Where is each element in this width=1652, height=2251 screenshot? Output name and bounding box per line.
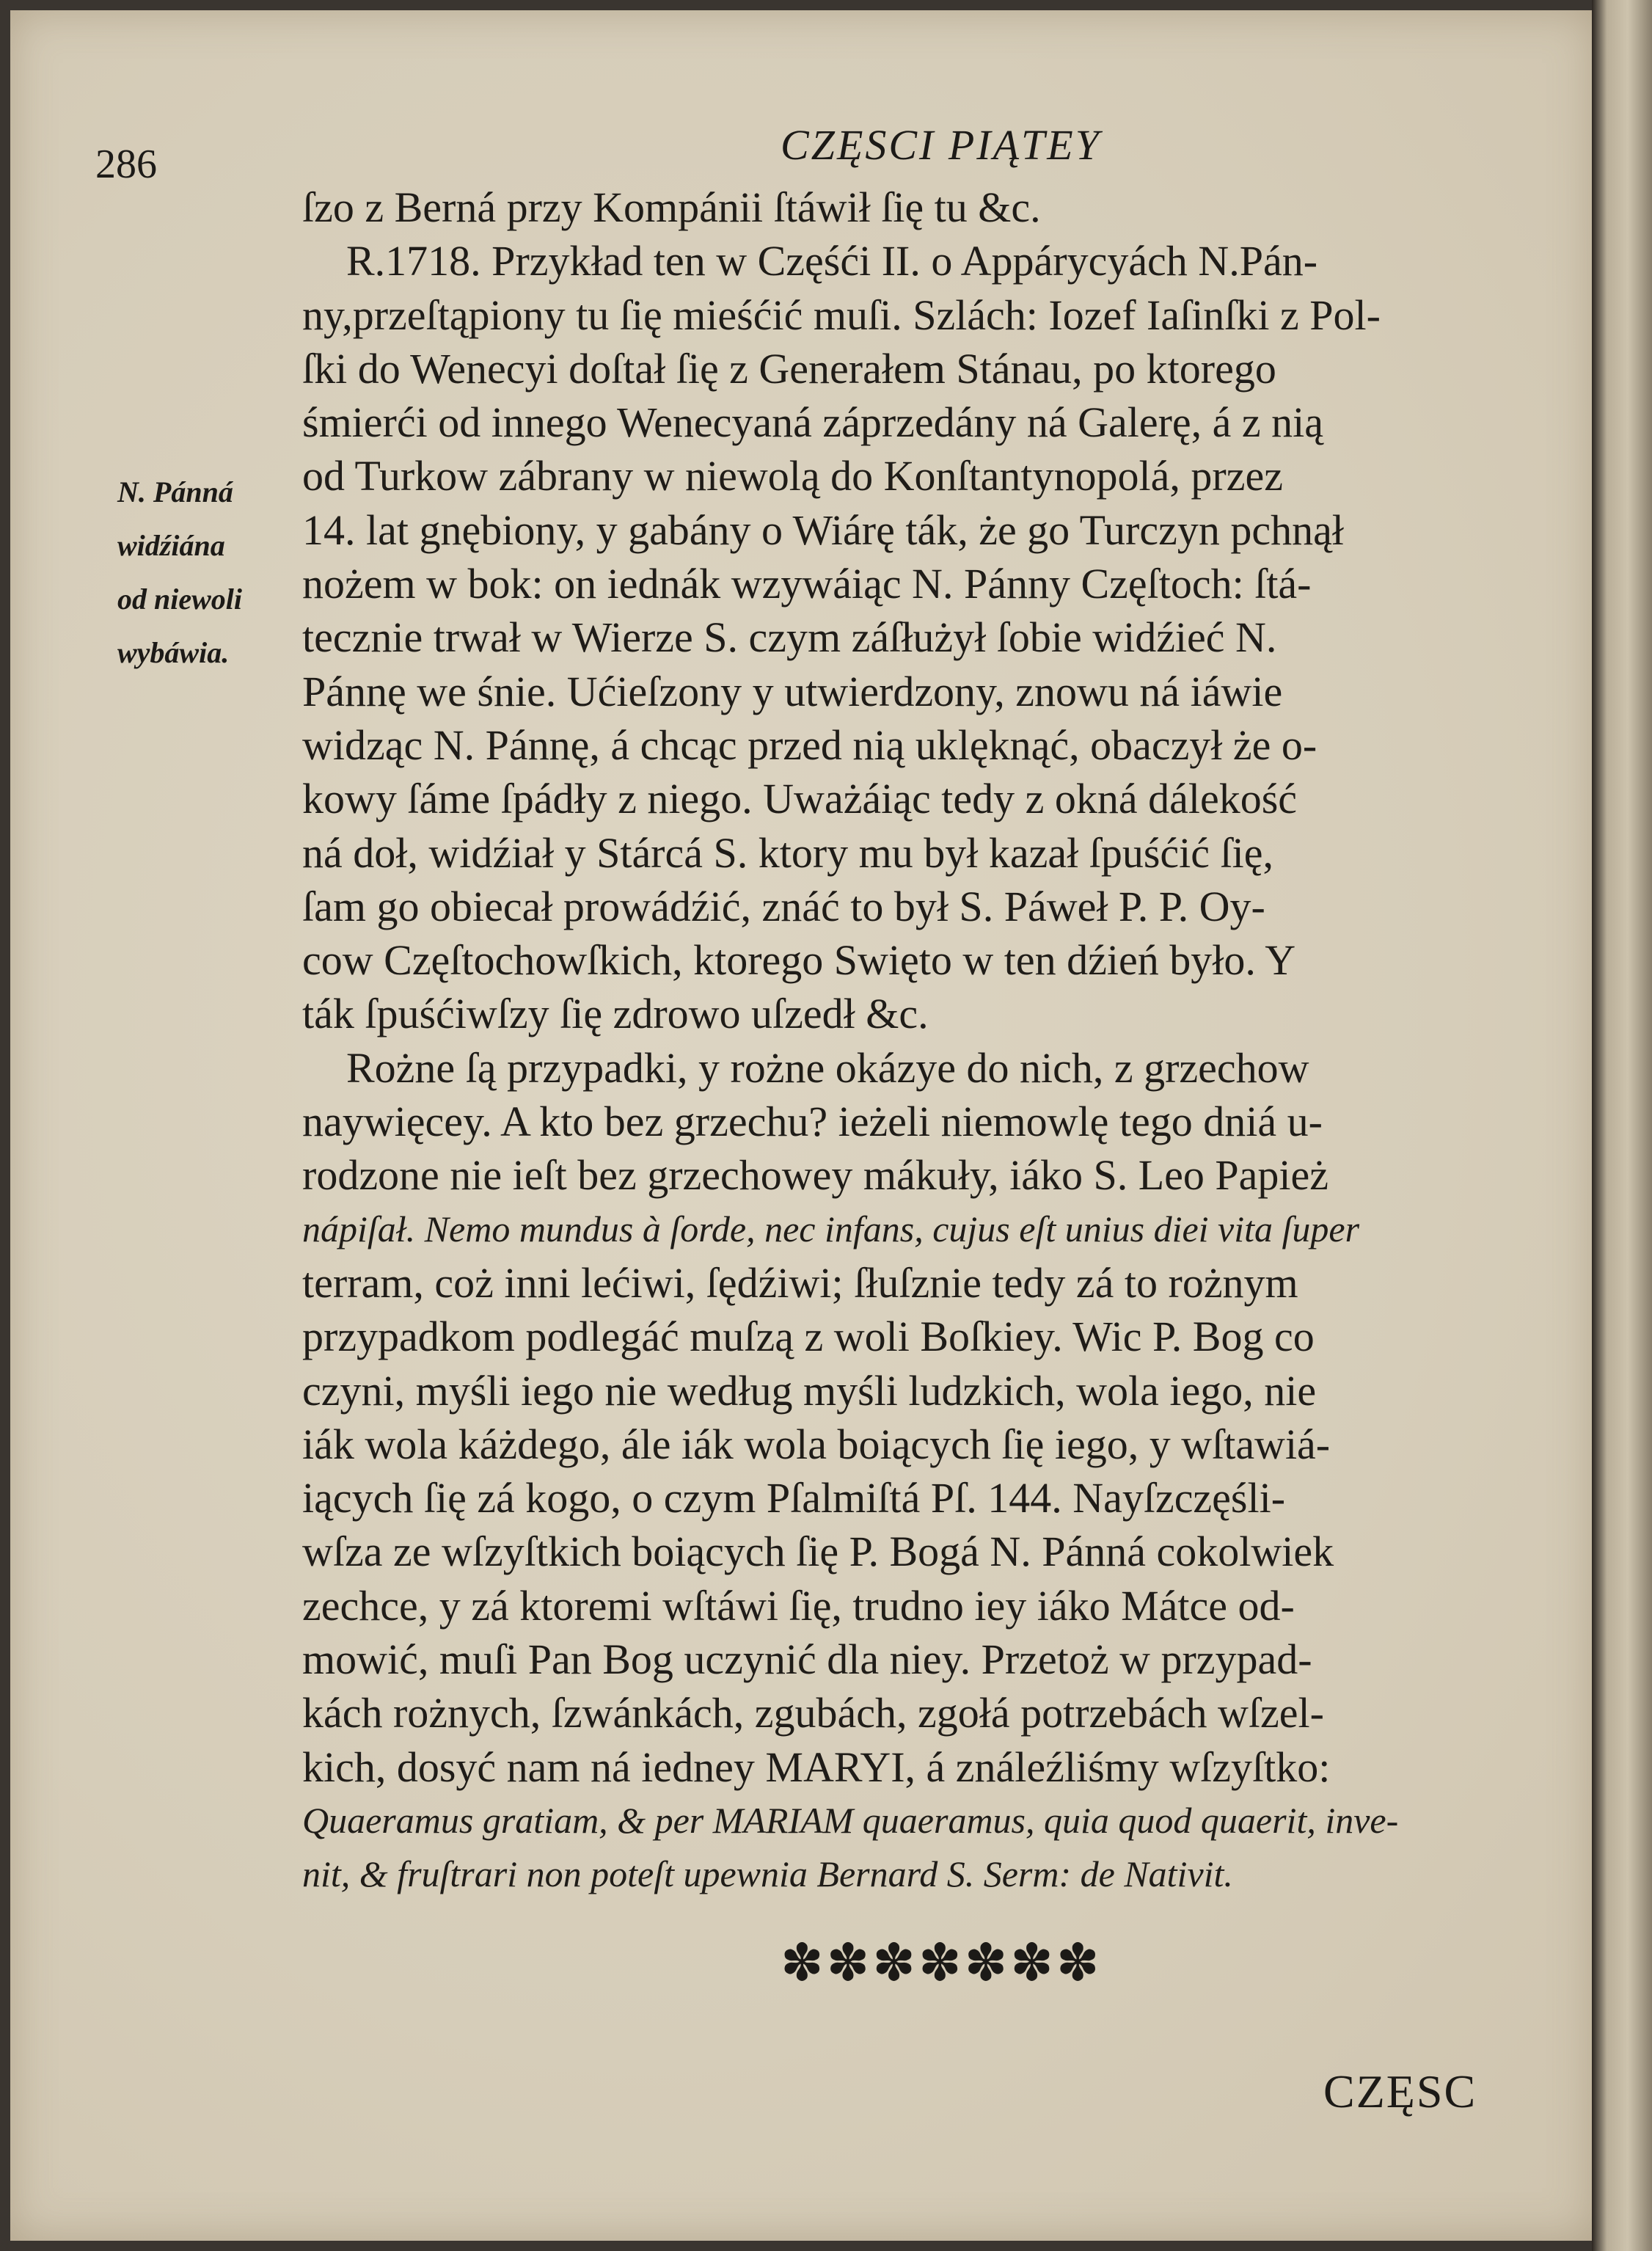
catchword: CZĘSC — [1323, 2065, 1477, 2117]
text-line: ſam go obiecał prowádźić, znáć to był S. Páweł P. P. Oy- — [302, 882, 1265, 930]
page-number: 286 — [95, 142, 157, 187]
text-line: tecznie trwał w Wierze S. czym záſłużył ſobie widźieć N. — [302, 613, 1277, 662]
adjacent-page-edge — [1592, 0, 1652, 2251]
text-line: Rożne ſą przypadki, y rożne okázye do nich, z grzechow — [346, 1043, 1309, 1092]
text-line: iących ſię zá kogo, o czym Pſalmiſtá Pſ. 144. Nayſzczęśli- — [302, 1474, 1286, 1522]
ornament-divider: ✽✽✽✽✽✽✽ — [781, 1933, 1103, 1993]
text-line: terram, coż inni lećiwi, ſędźiwi; ſłuſznie tedy zá to rożnym — [302, 1258, 1298, 1307]
margin-note-line: widźiána — [117, 529, 225, 562]
text-line: ſzo z Berná przy Kompánii ſtáwił ſię tu &c. — [302, 183, 1041, 231]
text-line: rodzone nie ieſt bez grzechowey mákuły, iáko S. Leo Papież — [302, 1151, 1328, 1200]
book-page — [10, 10, 1595, 2241]
text-line: śmierći od innego Wenecyaná záprzedány ná Galerę, á z nią — [302, 398, 1323, 447]
text-line: od Turkow zábrany w niewolą do Konſtantynopolá, przez — [302, 452, 1283, 500]
text-line: nit, & fruſtrari non poteſt upewnia Bernard S. Serm: de Nativit. — [302, 1853, 1233, 1895]
margin-note — [117, 465, 308, 679]
text-line: wſza ze wſzyſtkich boiących ſię P. Bogá N. Pánná cokolwiek — [302, 1528, 1334, 1576]
text-line: Pánnę we śnie. Ućieſzony y utwierdzony, znowu ná iáwie — [302, 667, 1283, 715]
body-text — [302, 180, 1542, 1902]
text-line: kowy ſáme ſpádły z niego. Uważáiąc tedy z okná dálekość — [302, 775, 1298, 823]
running-head: CZĘSCI PIĄTEY — [781, 121, 1101, 169]
text-line: ny,przeſtąpiony tu ſię mieśćić muſi. Szlách: Iozef Iaſinſki z Pol- — [302, 291, 1381, 339]
margin-note-line: N. Pánná — [117, 475, 233, 508]
text-line: Quaeramus gratiam, & per MARIAM quaeramus, quia quod quaerit, inve- — [302, 1799, 1399, 1841]
text-line: nożem w bok: on iednák wzywáiąc N. Pánny Częſtoch: ſtá- — [302, 560, 1312, 608]
text-line: iák wola káżdego, ále iák wola boiących ſię iego, y wſtawiá- — [302, 1420, 1331, 1468]
text-line: ták ſpuśćiwſzy ſię zdrowo uſzedł &c. — [302, 990, 929, 1038]
margin-note-line: wybáwia. — [117, 636, 230, 669]
text-line: przypadkom podlegáć muſzą z woli Boſkiey. Wic P. Bog co — [302, 1313, 1315, 1361]
text-line: widząc N. Pánnę, á chcąc przed nią uklęknąć, obaczył że o- — [302, 720, 1317, 769]
text-line: kách rożnych, ſzwánkách, zgubách, zgołá potrzebách wſzel- — [302, 1689, 1324, 1737]
text-line: mowić, muſi Pan Bog uczynić dla niey. Przetoż w przypad- — [302, 1635, 1312, 1684]
text-line: nápiſał. Nemo mundus à ſorde, nec infans, cujus eſt unius diei vita ſuper — [302, 1208, 1360, 1249]
text-line: cow Częſtochowſkich, ktorego Swięto w ten dźień było. Y — [302, 936, 1296, 985]
text-line: kich, dosyć nam ná iedney MARYI, á ználeźliśmy wſzyſtko: — [302, 1743, 1331, 1791]
text-line: ná doł, widźiał y Stárcá S. ktory mu był kazał ſpuśćić ſię, — [302, 828, 1274, 877]
text-line: ſki do Wenecyi doſtał ſię z Generałem Stánau, po ktorego — [302, 344, 1276, 393]
margin-note-line: od niewoli — [117, 583, 243, 616]
text-line: zechce, y zá ktoremi wſtáwi ſię, trudno iey iáko Mátce od- — [302, 1581, 1295, 1630]
text-line: R.1718. Przykład ten w Częśći II. o Appárycyách N.Pán- — [346, 237, 1318, 285]
text-line: naywięcey. A kto bez grzechu? ieżeli niemowlę tego dniá u- — [302, 1098, 1323, 1146]
text-line: 14. lat gnębiony, y gabány o Wiárę ták, że go Turczyn pchnął — [302, 506, 1344, 554]
text-line: czyni, myśli iego nie według myśli ludzkich, wola iego, nie — [302, 1366, 1317, 1415]
